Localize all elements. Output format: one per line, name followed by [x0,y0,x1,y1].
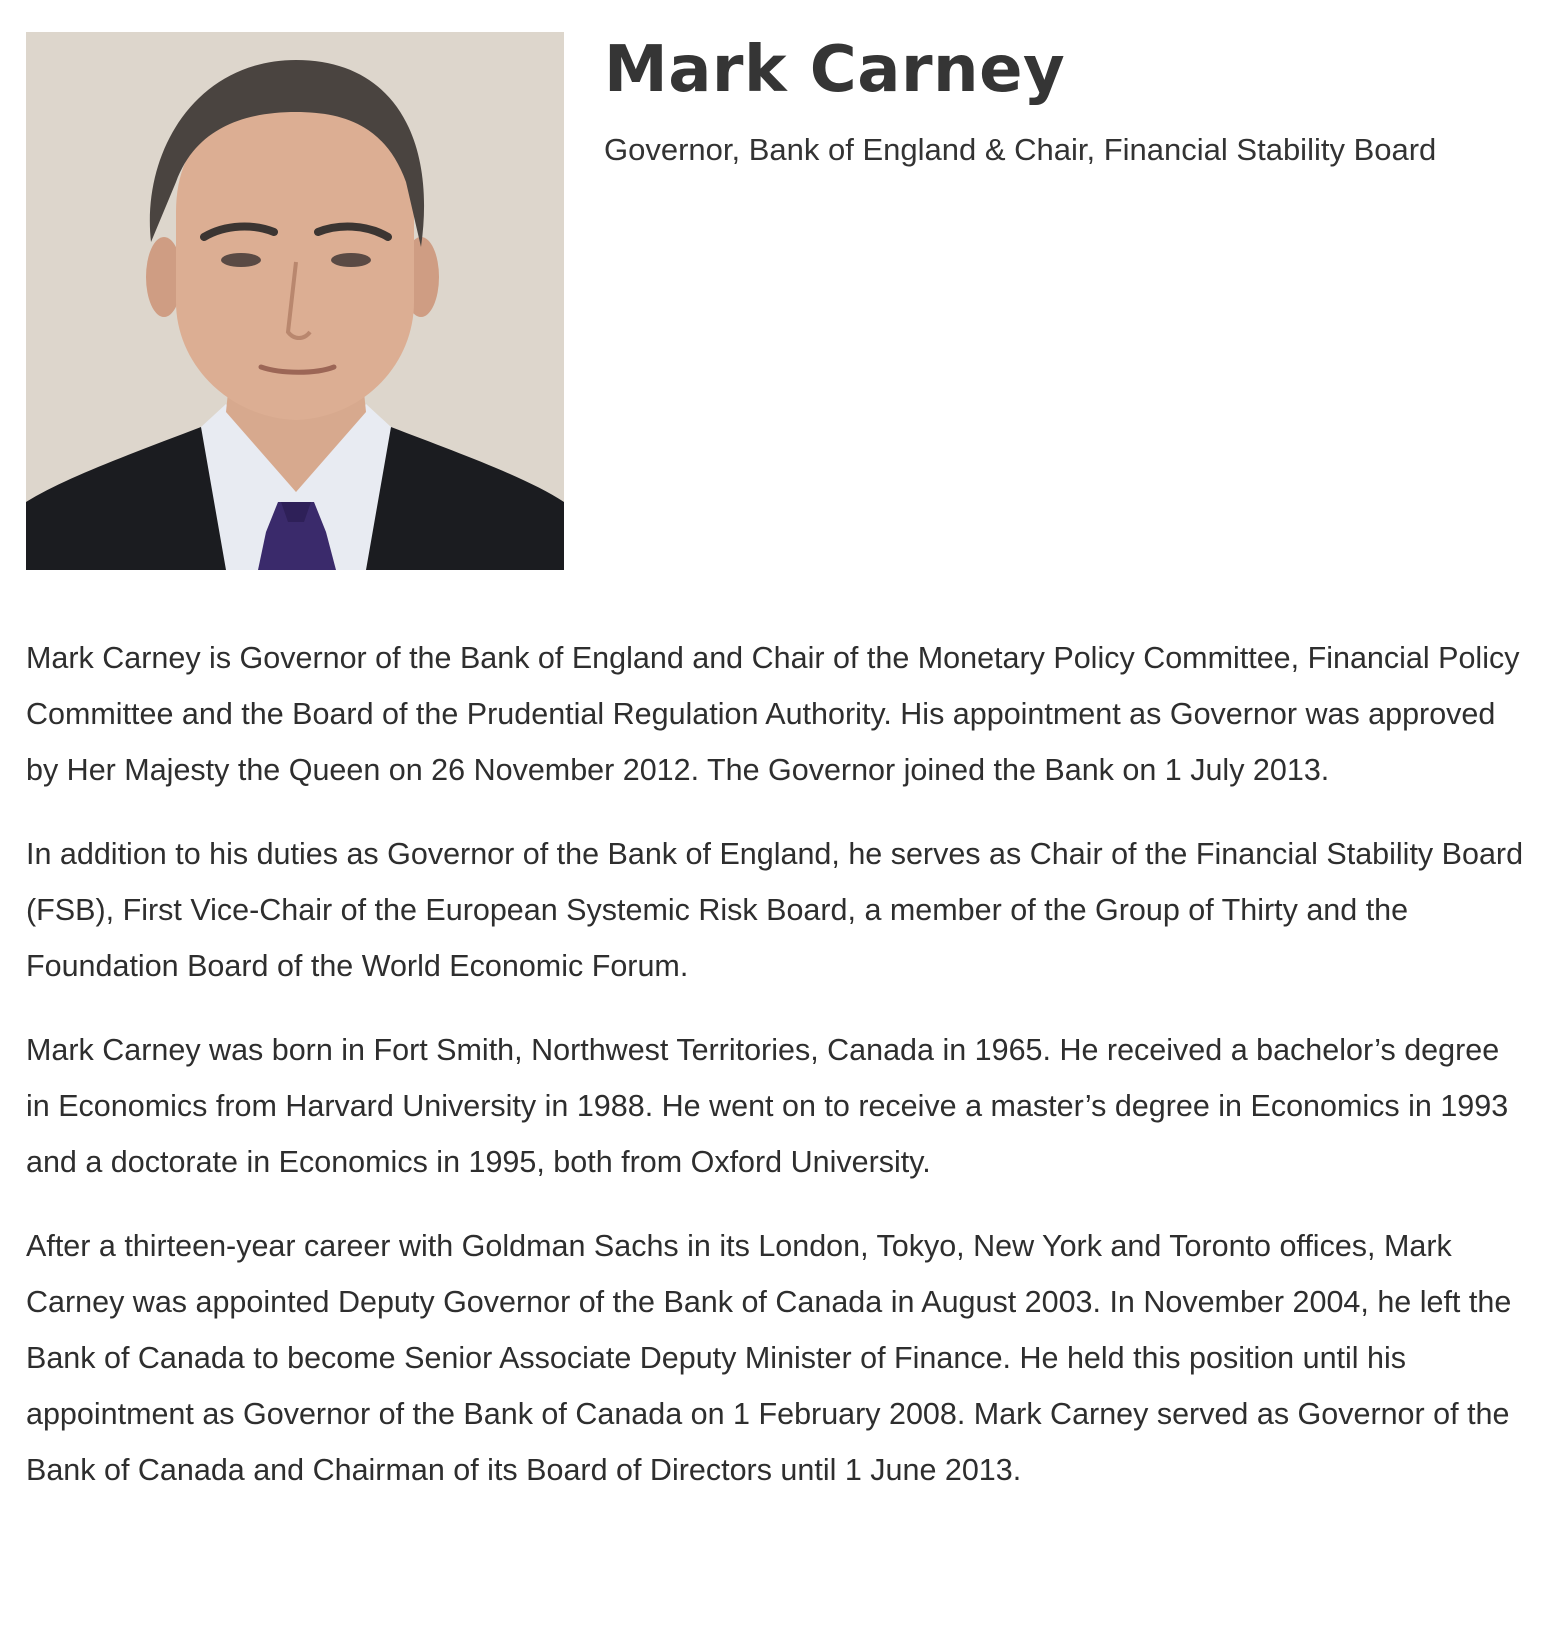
profile-header [604,24,1524,170]
portrait-photo [26,32,564,570]
person-name: Mark Carney [604,33,1066,107]
bio-paragraph: In addition to his duties as Governor of the Bank of England, he serves as Chair of the Financial Stability Board (FSB), First Vice-Chair of the European Systemic Risk Board, a member of the Group of Thirty and the Foundation Board of the World Economic Forum. [26,837,1524,983]
bio-paragraph: Mark Carney was born in Fort Smith, Northwest Territories, Canada in 1965. He received a bachelor’s degree in Economics from Harvard University in 1988. He went on to receive a master’s degree in Economics in 1993 and a doctorate in Economics in 1995, both from Oxford University. [26,1033,1509,1179]
bio-paragraph: After a thirteen-year career with Goldman Sachs in its London, Tokyo, New York and Toronto offices, Mark Carney was appointed Deputy Governor of the Bank of Canada in August 2003. In November 2004, he left the Bank of Canada to become Senior Associate Deputy Minister of Finance. He held this position until his appointment as Governor of the Bank of Canada on 1 February 2008. Mark Carney served as Governor of the Bank of Canada and Chairman of its Board of Directors until 1 June 2013. [26,1229,1512,1487]
bio-paragraph: Mark Carney is Governor of the Bank of England and Chair of the Monetary Policy Committee, Financial Policy Committee and the Board of the Prudential Regulation Authority. His appointment as Governor was approved by Her Majesty the Queen on 26 November 2012. The Governor joined the Bank on 1 July 2013. [26,641,1520,787]
biography [26,630,1526,1526]
person-role: Governor, Bank of England & Chair, Financial Stability Board [604,132,1437,167]
